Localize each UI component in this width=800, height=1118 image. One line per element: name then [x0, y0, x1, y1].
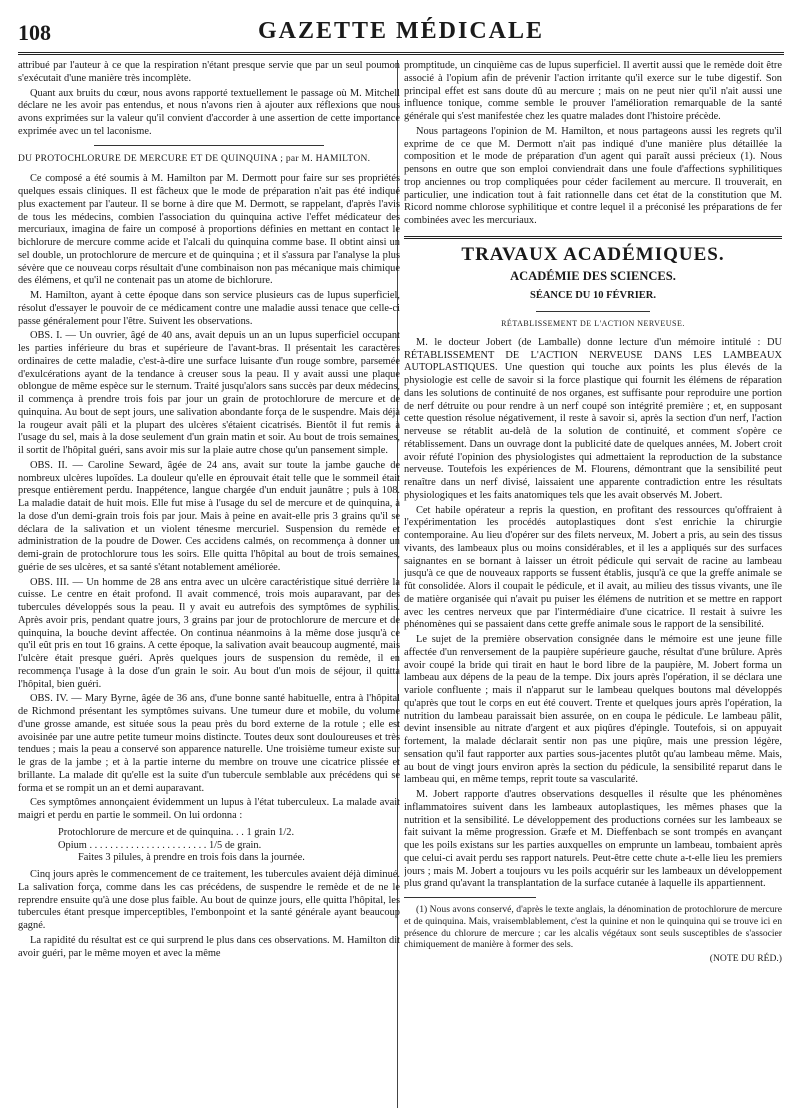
observation-3: OBS. III. — Un homme de 28 ans entra avec un ulcère caractéristique situé derrière la cuisse. Le centre en était profond. Il avait commencé, trois mois auparavant, par des tubercules développés sous la peau. Il y avait eu autrefois des symptômes de syphilis. Après avoir pris, pendant quatre jours, 3 grains par jour de protochlorure de mercure et de quinquina, la bouche devint affectée. On continua néanmoins à la même dose jusqu'à ce qu'il eût pris en tout 16 grains. A cette époque, la salivation avait beaucoup augmenté, mais l'ulcère était presque guéri. Après quelques jours de suspension du remède, il en recommença l'usage à la dose d'un grain le soir. Au bout d'un mois de séjour, il quitta l'hôpital, bien guéri.	[18, 576, 400, 690]
header-rule	[18, 52, 784, 55]
subsection-heading: RÉTABLISSEMENT DE L'ACTION NERVEUSE.	[501, 319, 685, 328]
paragraph: Cet habile opérateur a repris la question, en profitant des ressources qu'offraient à l'expérimentation les procédés autoplastiques dont s'est enrichie la chirurgie contemporaine. Au lieu d'opérer sur des filets nerveux, M. Jobert a pris, au sein des tissus vivants, des lambeaux plus ou moins considérables, et il les a appliqués sur des surfaces saignantes en se bornant à laisser un étroit pédicule qui servait de racine au lambeau jusqu'à ce que de nouveaux rapports se fussent établis, jusqu'à ce que la greffe animale se fût consolidée. Alors il coupait le pédicule, et il avait, au milieu des tissus vivants, une île de matière organisée qui n'avait pu puiser les élémens de nutrition et se mettre en rapport avec les centres nerveux que par l'intermédiaire d'une cicatrice. Il restait à suivre les phénomènes qui se passaient dans cette greffe animale sous le rapport de la sensibilité.	[404, 504, 782, 631]
divider	[94, 145, 323, 146]
paragraph: M. Hamilton, ayant à cette époque dans son service plusieurs cas de lupus superficiel, résolut d'essayer le pouvoir de ce médicament contre une maladie aussi tenace que celle-ci passe généralement pour l'être. Suivent les observations.	[18, 290, 400, 327]
session-heading: SÉANCE DU 10 FÉVRIER.	[529, 290, 656, 302]
footnote-rule	[404, 897, 536, 898]
paragraph: promptitude, un cinquième cas de lupus superficiel. Il avertit aussi que le remède doit être associé à l'opium afin de prévenir l'action irritante qu'il exerce sur le tube digestif. Son principal effet est sans doute dû au mercure ; mais on ne peut nier qu'il n'ait aussi une influence tonique, comme semble le prouver l'amélioration remarquable de la santé générale qui s'est manifestée chez les quatre malades dont l'histoire précède.	[404, 60, 782, 122]
paragraph: Ce composé a été soumis à M. Hamilton par M. Dermott pour faire sur ses propriétés quelques essais cliniques. Il est fâcheux que le mode de préparation n'ait pas été indiqué plus exactement par l'auteur. Il se borne à dire que M. Dermott, se rappelant, d'après l'avis de tous les médecins, combien l'association du quinquina active l'effet médicateur des mercuriaux, imagina de faire un composé à proportions définies en mettant en contact le bichlorure de mercure comme acide et l'alcali du quinquina comme base. Il obtint ainsi un sel double, un protochlorure de mercure et de quinquina ; et il s'assura par l'analyse la plus sévère que ce nouveau corps résultait d'une combinaison non pas mécanique mais chimique des élémens, et qu'il ne contenait pas un atome de bichlorure.	[18, 173, 400, 287]
observation-2: OBS. II. — Caroline Seward, âgée de 24 ans, avait sur toute la jambe gauche de nombreux ulcères lupoïdes. La douleur qu'elle en éprouvait était telle que le sommeil était presque entièrement perdu. Inappétence, langue chargée d'un enduit jaunâtre ; puls à 108. La maladie datait de huit mois. Elle fut mise à l'usage du sel de mercure et de quinquina, à la dose d'un demi-grain trois fois par jour. Mais à peine en avait-elle pris 3 grains qu'il se déclara de la salivation et un violent ténesme mercuriel. Suspension du remède et administration de la poudre de Dower. Ces accidens calmés, on recommença à donner un demi-grain de protochlorure tous les soirs. Elle quitta l'hôpital au bout de trois semaines, guérie de ses ulcères, et sa santé s'étant notablement améliorée.	[18, 459, 400, 573]
section-rule	[404, 236, 782, 239]
left-column	[18, 60, 400, 1100]
article-heading: DU PROTOCHLORURE DE MERCURE ET DE QUINQUINA ; par M. HAMILTON.	[18, 153, 371, 164]
observation-1: OBS. I. — Un ouvrier, âgé de 40 ans, avait depuis un an un lupus superficiel occupant les parties inférieure du bras et supérieure de l'avant-bras. Il présentait les caractères ordinaires de cette maladie, c'est-à-dire une surface luisante d'un rouge sombre, parsemée d'exulcérations ayant de la tendance à creuser sous la peau. Il y avait aussi une plaque oblongue de même espèce sur le sternum. Traité jusqu'alors sans succès par deux médecins, il commença à prendre trois fois par jour un grain de protochlorure de mercure et de quinquina. Au bout de sept jours, une salivation abondante força de le suspendre. Mais déjà la rougeur avait pâli et la plupart des ulcères s'étaient cicatrisés. Bientôt il fut remis à l'usage du sel, mais à la dose seulement d'un grain matin et soir. Au bout de trois semaines, il sortit de l'hôpital guéri, sans avoir mis sur la plaie autre chose qu'un pansement simple.	[18, 330, 400, 456]
page-header	[18, 14, 784, 54]
paragraph: Le sujet de la première observation consignée dans le mémoire est une jeune fille affectée d'un renversement de la paupière supérieure gauche, résultat d'une brûlure. Après avoir coupé la bride qui tirait en haut le bord libre de la paupière, M. Jobert forma un lambeau aux dépens de la peau de la tempe. Dix jours après l'opération, il se déclara une variole confluente ; mais il n'apparut sur le lambeau quelques boutons mal développés qu'après que tout le corps en eut été couvert. Trente et quelques jours après l'opération, la nutrition du lambeau paraissait bien assurée, on en coupa le pédicule. Le lambeau pâlit, devint insensible au nitrate d'argent et aux piqûres d'épingle. Toutefois, si on appuyait fortement, la malade déclarait sentir non pas une piqûre, mais une pression légère, sensation qu'il faut rapporter aux parties sous-jacentes plutôt qu'au lambeau même. Mais, au bout de vingt jours environ après la section du pédicule, la sensibilité reparut dans le lambeau qui, en même temps, reprit toute sa vascularité.	[404, 634, 782, 786]
prescription-item: Protochlorure de mercure et de quinquina. . .	[58, 826, 244, 838]
page-number: 108	[18, 20, 51, 45]
footnote: (1) Nous avons conservé, d'après le texte anglais, la dénomination de protochlorure de mercure et de quinquina. Mais, vraisemblablement, c'est la quinine et non le quinquina qui se trouve ici en présence du chlorure de mercure ; car les alcalis végétaux sont seuls susceptibles de s'associer chimiquement de manière à former des sels.	[404, 904, 782, 951]
paragraph: attribué par l'auteur à ce que la respiration n'étant presque servie que par un seul poumon s'exécutait d'une manière très incomplète.	[18, 60, 400, 84]
paragraph: Quant aux bruits du cœur, nous avons rapporté textuellement le passage où M. Mitchell déclare ne les avoir pas entendus, et nous n'avons rien à ajouter aux réflexions que nous avons exprimées sur la valeur qu'il convient d'accorder à une assertion de cette importance exprimée avec un tel laconisme.	[18, 87, 400, 137]
journal-title: GAZETTE MÉDICALE	[257, 18, 545, 44]
observation-4: OBS. IV. — Mary Byrne, âgée de 36 ans, d'une bonne santé habituelle, entra à l'hôpital de Richmond présentant les symptômes suivans. Une tumeur dure et mobile, du volume d'une grosse amande, est située sous la peau près du bord externe de la rotule ; elle est avoisinée par une autre petite tumeur moins distincte. Toutes deux sont douloureuses et très tendues ; mais la peau a conservé son apparence naturelle. Une troisième tumeur existe sur le gras de la jambe ; et à la partie interne du membre on trouve une cicatrice plissée et brillante. La malade dit qu'elle est la suite d'un tubercule semblable aux précédens qui se forma et se rompit un an et demi auparavant.	[18, 693, 400, 794]
prescription-instruction: Faites 3 pilules, à prendre en trois fois dans la journée.	[78, 852, 305, 864]
academy-heading: ACADÉMIE DES SCIENCES.	[510, 268, 676, 283]
footnote-signature: (NOTE DU RÉD.)	[709, 953, 782, 965]
prescription-item: Opium . . . . . . . . . . . . . . . . . . . . . . .	[58, 839, 207, 851]
divider	[536, 311, 649, 312]
paragraph: M. Jobert rapporte d'autres observations desquelles il résulte que les phénomènes inflammatoires suivent dans les lambeaux autoplastiques, les mêmes phases que la nutrition et la sensibilité. Le développement des productions cornées sur les lambeaux se fait suivant la même progression. Græfe et M. Dieffenbach se sont trompés en avançant que les poils existans sur les parties auxquelles on emprunte un lambeau, tombaient après que celui-ci avait perdu ses rapport naturels. Peut-être cette chute a-t-elle lieu les premiers jours ; mais M. Jobert a toujours vu les poils acquérir sur les lambeaux un développement plus grand qu'avant la transplantation de la surface cutanée à laquelle ils appartiennent.	[404, 789, 782, 890]
section-title: TRAVAUX ACADÉMIQUES.	[461, 243, 725, 265]
paragraph: La rapidité du résultat est ce qui surprend le plus dans ces observations. M. Hamilton dit avoir guéri, par le même moyen et avec la même	[18, 934, 400, 959]
prescription	[58, 827, 400, 865]
prescription-dose: 1/5 de grain.	[208, 839, 262, 851]
right-column	[404, 60, 782, 1100]
paragraph: Ces symptômes annonçaient évidemment un lupus à l'état tuberculeux. La malade avait maigri et perdu en partie le sommeil. On lui ordonna :	[18, 797, 400, 821]
paragraph: Cinq jours après le commencement de ce traitement, les tubercules avaient déjà diminué. La salivation força, comme dans les cas précédens, de suspendre le remède et de ne le reprendre ensuite qu'à une dose plus faible. Au bout de quinze jours, elle quitta l'hôpital, les tubercules étant presque imperceptibles, l'embonpoint et la santé générale ayant beaucoup gagné.	[18, 869, 400, 931]
prescription-dose: 1 grain 1/2.	[246, 826, 295, 838]
paragraph: M. le docteur Jobert (de Lamballe) donne lecture d'un mémoire intitulé : DU RÉTABLISSEMENT DE L'ACTION NERVEUSE DANS LES LAMBEAUX AUTOPLASTIQUES. Une question qui touche aux points les plus élevés de la physiologie est celle de savoir si la force plastique qui fournit les élémens de réparation dans les solutions de continuité de nos organes, est suffisante pour reproduire une portion de nerf détruite ou pour rendre à un nerf coupé son intégrité première ; et, en supposant cette question résolue négativement, il reste à savoir si, après la section d'un nerf, l'action nerveuse se rétablit au-delà de la solution de continuité, et comment s'opère ce rétablissement. Dans un ouvrage dont la publicité date de quelques années, M. Jobert croit avoir réfuté l'opinion des physiologistes qui admettaient la reproduction de la substance nerveuse. Toutefois les expériences de M. Flourens, démontrant que la sensibilité peut renaître dans un nerf divisé, laissaient une apparente contradiction entre les résultats physiologiques et les faits anatomiques tels que les avait observés M. Jobert.	[404, 336, 782, 501]
paragraph: Nous partageons l'opinion de M. Hamilton, et nous partageons aussi les regrets qu'il exprime de ce que M. Dermott n'ait pas indiqué d'une manière plus détaillée la composition et le mode de préparation d'un agent qui paraît aussi précieux (1). Nous pensons en outre que son emploi conviendrait dans une foule d'affections syphilitiques trop anciennes ou trop compliquées pour céder facilement au mercure. Il trouverait, en particulier, une indication tout à fait rationnelle dans cet état de la constitution que M. Ricord nomme chlorose syphilitique et contre lequel il a préconisé les préparations de fer combinées avec les mercuriaux.	[404, 125, 782, 226]
